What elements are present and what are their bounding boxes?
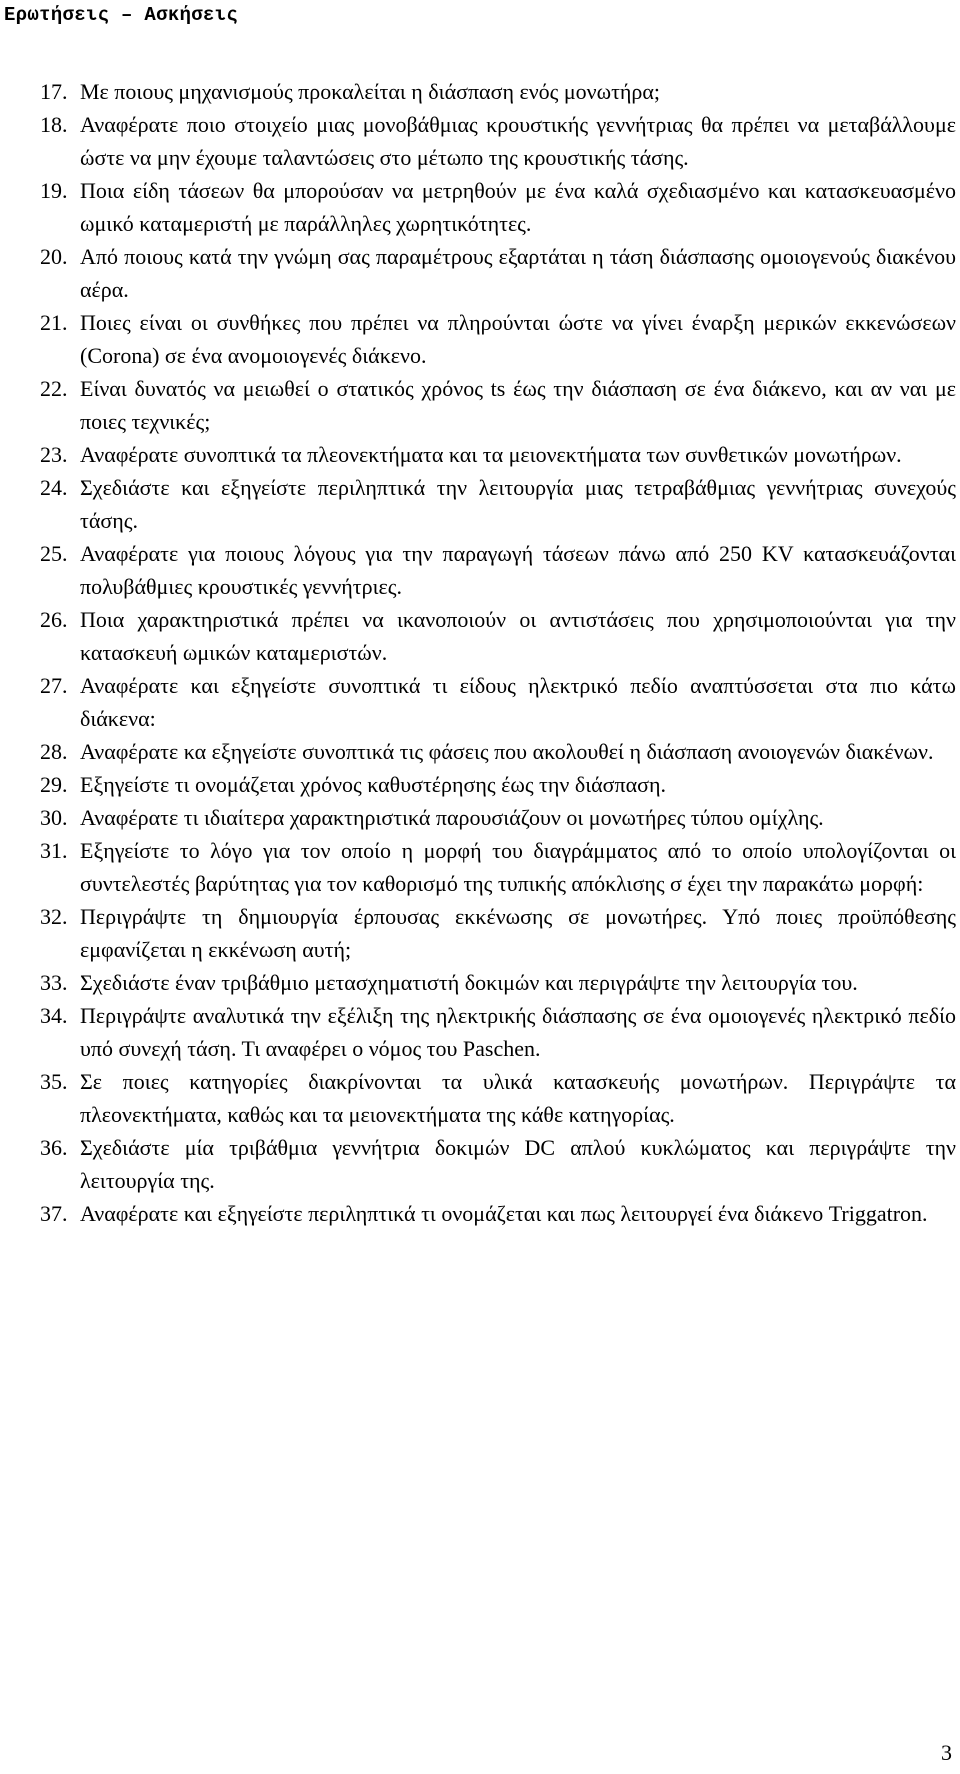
question-number: 23.: [40, 442, 68, 467]
question-text: Αναφέρατε κα εξηγείστε συνοπτικά τις φάσεις που ακολουθεί η διάσπαση ανοιογενών διακένων.: [80, 739, 934, 764]
question-number: 22.: [40, 376, 68, 401]
question-item: [40, 108, 956, 174]
question-text: Σχεδιάστε και εξηγείστε περιληπτικά την λειτουργία μιας τετραβάθμιας γεννήτριας συνεχούς τάσης.: [80, 475, 956, 533]
question-text: Αναφέρατε ποιο στοιχείο μιας μονοβάθμιας κρουστικής γεννήτριας θα πρέπει να μεταβάλλουμε ώστε να μην έχουμε ταλαντώσεις στο μέτωπο της κρουστικής τάσης.: [80, 112, 956, 170]
question-item: [40, 438, 956, 471]
question-number: 21.: [40, 310, 68, 335]
question-text: Αναφέρατε και εξηγείστε συνοπτικά τι είδους ηλεκτρικό πεδίο αναπτύσσεται στα πιο κάτω διάκενα:: [80, 673, 956, 731]
question-number: 29.: [40, 772, 68, 797]
question-number: 32.: [40, 904, 68, 929]
question-number: 26.: [40, 607, 68, 632]
question-number: 34.: [40, 1003, 68, 1028]
question-text: Από ποιους κατά την γνώμη σας παραμέτρους εξαρτάται η τάση διάσπασης ομοιογενούς διακένου αέρα.: [80, 244, 956, 302]
question-item: [40, 240, 956, 306]
question-number: 17.: [40, 79, 68, 104]
question-item: [40, 999, 956, 1065]
question-text: Εξηγείστε το λόγο για τον οποίο η μορφή του διαγράμματος από το οποίο υπολογίζονται οι συντελεστές βαρύτητας για τον καθορισμό της τυπικής απόκλισης σ έχει την παρακάτω μορφή:: [80, 838, 956, 896]
page-number: 3: [941, 1740, 952, 1765]
question-text: Σχεδιάστε έναν τριβάθμιο μετασχηματιστή δοκιμών και περιγράψτε την λειτουργία του.: [80, 970, 858, 995]
question-text: Αναφέρατε συνοπτικά τα πλεονεκτήματα και τα μειονεκτήματα των συνθετικών μονωτήρων.: [80, 442, 902, 467]
question-item: [40, 1197, 956, 1230]
page-header-title: Ερωτήσεις – Ασκήσεις: [4, 4, 239, 26]
question-number: 35.: [40, 1069, 68, 1094]
question-item: [40, 801, 956, 834]
question-number: 18.: [40, 112, 68, 137]
question-number: 37.: [40, 1201, 68, 1226]
question-number: 30.: [40, 805, 68, 830]
question-text: Σχεδιάστε μία τριβάθμια γεννήτρια δοκιμών DC απλού κυκλώματος και περιγράψτε την λειτουργία της.: [80, 1135, 956, 1193]
question-item: [40, 834, 956, 900]
question-number: 28.: [40, 739, 68, 764]
question-number: 33.: [40, 970, 68, 995]
question-number: 19.: [40, 178, 68, 203]
question-text: Εξηγείστε τι ονομάζεται χρόνος καθυστέρησης έως την διάσπαση.: [80, 772, 666, 797]
question-item: [40, 537, 956, 603]
question-number: 36.: [40, 1135, 68, 1160]
question-number: 31.: [40, 838, 68, 863]
question-number: 25.: [40, 541, 68, 566]
question-item: [40, 1131, 956, 1197]
question-number: 20.: [40, 244, 68, 269]
question-item: [40, 174, 956, 240]
question-text: Αναφέρατε τι ιδιαίτερα χαρακτηριστικά παρουσιάζουν οι μονωτήρες τύπου ομίχλης.: [80, 805, 824, 830]
question-text: Ποιες είναι οι συνθήκες που πρέπει να πληρούνται ώστε να γίνει έναρξη μερικών εκκενώσεων (Corona) σε ένα ανομοιογενές διάκενο.: [80, 310, 956, 368]
question-item: [40, 900, 956, 966]
question-text: Αναφέρατε για ποιους λόγους για την παραγωγή τάσεων πάνω από 250 KV κατασκευάζονται πολυβάθμιες κρουστικές γεννήτριες.: [80, 541, 956, 599]
question-item: [40, 669, 956, 735]
question-text: Αναφέρατε και εξηγείστε περιληπτικά τι ονομάζεται και πως λειτουργεί ένα διάκενο Triggatron.: [80, 1201, 928, 1226]
question-item: [40, 966, 956, 999]
question-text: Ποια χαρακτηριστικά πρέπει να ικανοποιούν οι αντιστάσεις που χρησιμοποιούνται για την κατασκευή ωμικών καταμεριστών.: [80, 607, 956, 665]
question-item: [40, 372, 956, 438]
question-item: [40, 1065, 956, 1131]
question-text: Περιγράψτε τη δημιουργία έρπουσας εκκένωσης σε μονωτήρες. Υπό ποιες προϋπόθεσης εμφανίζεται η εκκένωση αυτή;: [80, 904, 956, 962]
question-text: Με ποιους μηχανισμούς προκαλείται η διάσπαση ενός μονωτήρα;: [80, 79, 661, 104]
question-item: [40, 471, 956, 537]
question-number: 27.: [40, 673, 68, 698]
question-item: [40, 603, 956, 669]
question-text: Περιγράψτε αναλυτικά την εξέλιξη της ηλεκτρικής διάσπασης σε ένα ομοιογενές ηλεκτρικό πεδίο υπό συνεχή τάση. Τι αναφέρει ο νόμος του Paschen.: [80, 1003, 956, 1061]
question-text: Ποια είδη τάσεων θα μπορούσαν να μετρηθούν με ένα καλά σχεδιασμένο και κατασκευασμένο ωμικό καταμεριστή με παράλληλες χωρητικότητες.: [80, 178, 956, 236]
question-number: 24.: [40, 475, 68, 500]
question-item: [40, 75, 956, 108]
question-text: Είναι δυνατός να μειωθεί ο στατικός χρόνος ts έως την διάσπαση σε ένα διάκενο, και αν ναι με ποιες τεχνικές;: [80, 376, 956, 434]
question-list: [40, 75, 956, 1230]
question-text: Σε ποιες κατηγορίες διακρίνονται τα υλικά κατασκευής μονωτήρων. Περιγράψτε τα πλεονεκτήματα, καθώς και τα μειονεκτήματα της κάθε κατηγορίας.: [80, 1069, 956, 1127]
question-item: [40, 735, 956, 768]
question-item: [40, 768, 956, 801]
question-item: [40, 306, 956, 372]
